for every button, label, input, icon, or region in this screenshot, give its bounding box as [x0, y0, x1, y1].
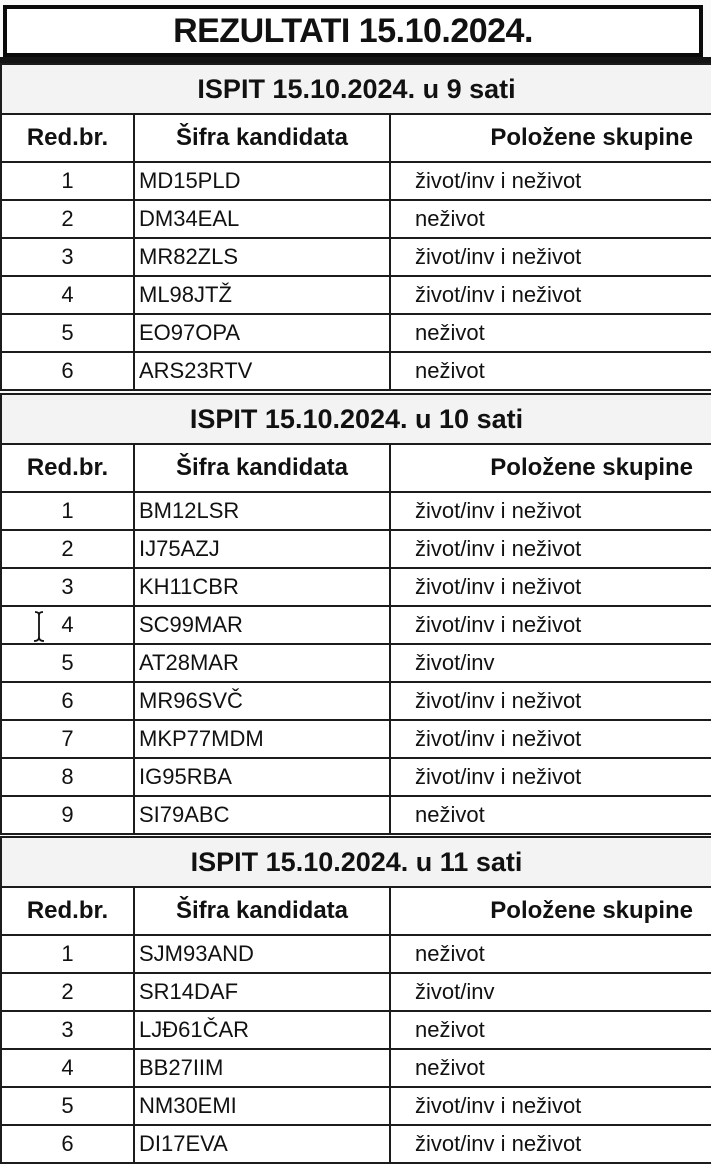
- table-row: [1, 492, 711, 530]
- candidate-code: MR82ZLS: [134, 238, 390, 276]
- table-row: [1, 682, 711, 720]
- row-number: 5: [1, 644, 134, 682]
- passed-groups: neživot: [390, 314, 711, 352]
- passed-groups: život/inv: [390, 973, 711, 1011]
- column-header-result: Položene skupine: [390, 114, 711, 162]
- table-row: [1, 238, 711, 276]
- row-number: 1: [1, 935, 134, 973]
- passed-groups: neživot: [390, 1049, 711, 1087]
- row-number: 3: [1, 568, 134, 606]
- row-number: 3: [1, 1011, 134, 1049]
- passed-groups: život/inv i neživot: [390, 162, 711, 200]
- passed-groups: život/inv i neživot: [390, 492, 711, 530]
- results-table-10h: [0, 393, 711, 835]
- candidate-code: MD15PLD: [134, 162, 390, 200]
- candidate-code: KH11CBR: [134, 568, 390, 606]
- passed-groups: život/inv i neživot: [390, 530, 711, 568]
- candidate-code: ARS23RTV: [134, 352, 390, 390]
- passed-groups: život/inv i neživot: [390, 720, 711, 758]
- candidate-code: AT28MAR: [134, 644, 390, 682]
- results-table-11h: [0, 836, 711, 1164]
- row-number: 4: [1, 1049, 134, 1087]
- row-number: 5: [1, 1087, 134, 1125]
- passed-groups: neživot: [390, 796, 711, 834]
- candidate-code: IJ75AZJ: [134, 530, 390, 568]
- candidate-code: DI17EVA: [134, 1125, 390, 1163]
- table-row: [1, 314, 711, 352]
- column-header-result: Položene skupine: [390, 887, 711, 935]
- row-number: 7: [1, 720, 134, 758]
- row-number: 6: [1, 352, 134, 390]
- row-number: 1: [1, 492, 134, 530]
- candidate-code: SI79ABC: [134, 796, 390, 834]
- table-row: [1, 1087, 711, 1125]
- section-heading: ISPIT 15.10.2024. u 11 sati: [1, 837, 711, 887]
- table-row: [1, 758, 711, 796]
- passed-groups: život/inv i neživot: [390, 606, 711, 644]
- column-header-code: Šifra kandidata: [134, 887, 390, 935]
- candidate-code: DM34EAL: [134, 200, 390, 238]
- section-heading: ISPIT 15.10.2024. u 10 sati: [1, 394, 711, 444]
- passed-groups: neživot: [390, 935, 711, 973]
- table-row: [1, 162, 711, 200]
- results-table-9h: [0, 63, 711, 391]
- passed-groups: život/inv i neživot: [390, 682, 711, 720]
- table-row: [1, 720, 711, 758]
- passed-groups: život/inv i neživot: [390, 1087, 711, 1125]
- passed-groups: neživot: [390, 200, 711, 238]
- text-cursor-ibeam-icon: [33, 610, 45, 642]
- row-number: 1: [1, 162, 134, 200]
- column-header-number: Red.br.: [1, 444, 134, 492]
- table-row: [1, 1049, 711, 1087]
- section-heading: ISPIT 15.10.2024. u 9 sati: [1, 64, 711, 114]
- table-row: [1, 276, 711, 314]
- row-number: 2: [1, 973, 134, 1011]
- passed-groups: život/inv i neživot: [390, 238, 711, 276]
- row-number: 2: [1, 530, 134, 568]
- column-header-code: Šifra kandidata: [134, 444, 390, 492]
- table-row: [1, 200, 711, 238]
- row-number: 5: [1, 314, 134, 352]
- row-number: 4: [1, 276, 134, 314]
- passed-groups: život/inv i neživot: [390, 568, 711, 606]
- passed-groups: neživot: [390, 1011, 711, 1049]
- table-row: [1, 1125, 711, 1163]
- candidate-code: ML98JTŽ: [134, 276, 390, 314]
- table-row: [1, 606, 711, 644]
- row-number: 9: [1, 796, 134, 834]
- row-number: 6: [1, 1125, 134, 1163]
- passed-groups: život/inv: [390, 644, 711, 682]
- table-row: [1, 644, 711, 682]
- table-row: [1, 935, 711, 973]
- row-number: 4: [1, 606, 134, 644]
- table-row: [1, 796, 711, 834]
- candidate-code: SJM93AND: [134, 935, 390, 973]
- candidate-code: MKP77MDM: [134, 720, 390, 758]
- page-title: REZULTATI 15.10.2024.: [3, 5, 703, 57]
- table-row: [1, 973, 711, 1011]
- passed-groups: život/inv i neživot: [390, 758, 711, 796]
- candidate-code: BB27IIM: [134, 1049, 390, 1087]
- row-number: 8: [1, 758, 134, 796]
- row-number: 2: [1, 200, 134, 238]
- passed-groups: neživot: [390, 352, 711, 390]
- candidate-code: EO97OPA: [134, 314, 390, 352]
- candidate-code: IG95RBA: [134, 758, 390, 796]
- table-row: [1, 568, 711, 606]
- candidate-code: MR96SVČ: [134, 682, 390, 720]
- candidate-code: BM12LSR: [134, 492, 390, 530]
- column-header-number: Red.br.: [1, 114, 134, 162]
- column-header-number: Red.br.: [1, 887, 134, 935]
- row-number: 6: [1, 682, 134, 720]
- passed-groups: život/inv i neživot: [390, 1125, 711, 1163]
- candidate-code: SC99MAR: [134, 606, 390, 644]
- candidate-code: NM30EMI: [134, 1087, 390, 1125]
- candidate-code: LJĐ61ČAR: [134, 1011, 390, 1049]
- column-header-code: Šifra kandidata: [134, 114, 390, 162]
- table-row: [1, 530, 711, 568]
- column-header-result: Položene skupine: [390, 444, 711, 492]
- table-row: [1, 1011, 711, 1049]
- passed-groups: život/inv i neživot: [390, 276, 711, 314]
- table-row: [1, 352, 711, 390]
- candidate-code: SR14DAF: [134, 973, 390, 1011]
- row-number: 3: [1, 238, 134, 276]
